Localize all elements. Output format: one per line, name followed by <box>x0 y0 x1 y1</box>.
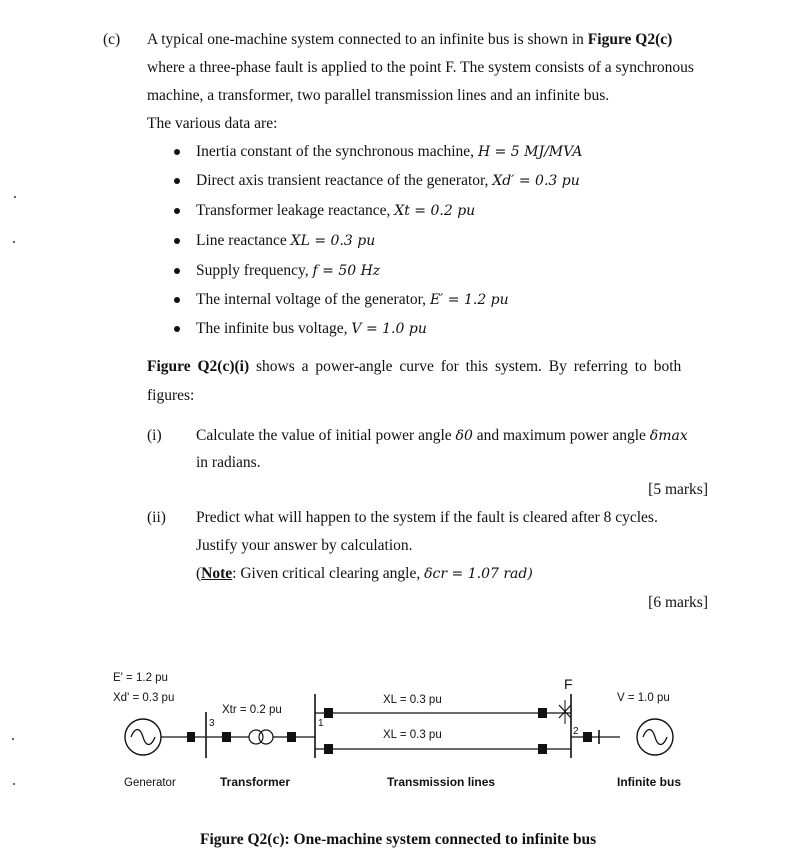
part-label: (c) <box>103 31 121 48</box>
transformer-symbol <box>249 730 273 744</box>
infinite-bus-symbol <box>637 719 673 755</box>
intro-line-1 <box>147 30 672 50</box>
marks-label: [6 marks] <box>648 594 708 611</box>
bullet-dot <box>174 208 180 214</box>
bus-1-label: 1 <box>318 718 324 729</box>
question-number: (ii) <box>147 509 166 526</box>
data-item-reactance-xd: Direct axis transient reactance of the generator, Xd′ = 0.3 pu <box>196 172 580 189</box>
bullet-dot <box>174 297 180 303</box>
question-ii-line-2: Justify your answer by calculation. <box>196 537 413 554</box>
bus-2-label: 2 <box>573 726 579 737</box>
data-item-frequency: Supply frequency, f = 50 Hz <box>196 262 381 279</box>
intro-line-1-text: A typical one-machine system connected to an infinite bus is shown in <box>147 31 584 48</box>
scan-speck <box>13 241 15 243</box>
scan-speck <box>14 196 16 198</box>
question-i-line-1: Calculate the value of initial power angle δ0 and maximum power angle δmax <box>196 427 688 444</box>
intro-line-4: The various data are: <box>147 115 278 132</box>
question-i-line-2: in radians. <box>196 454 261 471</box>
generator-symbol <box>125 719 161 755</box>
question-ii-note: (Note: Given critical clearing angle, δcr = 1.07 rad) <box>196 565 533 582</box>
marks-label: [5 marks] <box>648 481 708 498</box>
line-1-reactance-label: XL = 0.3 pu <box>383 694 442 706</box>
data-item-bus-voltage: The infinite bus voltage, V = 1.0 pu <box>196 320 427 337</box>
intro-line-2: where a three-phase fault is applied to the point F. The system consists of a synchronous <box>147 59 694 76</box>
infinite-bus-voltage-label: V = 1.0 pu <box>617 692 670 704</box>
bus-3-label: 3 <box>209 718 215 729</box>
single-line-diagram <box>0 640 792 800</box>
question-number: (i) <box>147 427 162 444</box>
data-item-reactance-xt: Transformer leakage reactance, Xt = 0.2 pu <box>196 202 476 219</box>
bullet-dot <box>174 268 180 274</box>
bullet-dot <box>174 178 180 184</box>
data-item-inertia: Inertia constant of the synchronous machine, H = 5 MJ/MVA <box>196 143 583 160</box>
figure-ref-bold: Figure Q2(c) <box>587 31 673 48</box>
intro-line-3: machine, a transformer, two parallel transmission lines and an infinite bus. <box>147 87 610 104</box>
transmission-lines-label: Transmission lines <box>387 775 496 789</box>
transmission-lines <box>315 708 571 754</box>
transformer-label: Transformer <box>220 775 291 789</box>
fault-point-label: F <box>564 676 573 692</box>
transformer-reactance-label: Xtr = 0.2 pu <box>222 704 282 716</box>
scan-speck <box>13 783 15 785</box>
bullet-dot <box>174 149 180 155</box>
scan-speck <box>12 738 14 740</box>
figref-line-1: Figure Q2(c)(i) shows a power-angle curve for this system. By referring to both <box>147 358 682 375</box>
fault-symbol <box>559 700 571 724</box>
infinite-bus-label: Infinite bus <box>617 775 681 789</box>
generator-reactance-label: Xd' = 0.3 pu <box>113 692 175 704</box>
question-ii-line-1: Predict what will happen to the system if the fault is cleared after 8 cycles. <box>196 509 658 526</box>
data-item-internal-voltage: The internal voltage of the generator, E′ = 1.2 pu <box>196 291 509 308</box>
data-item-line-reactance: Line reactance XL = 0.3 pu <box>196 232 376 249</box>
generator-label: Generator <box>124 777 176 789</box>
bullet-dot <box>174 326 180 332</box>
figure-caption: Figure Q2(c): One-machine system connected to infinite bus <box>200 831 597 848</box>
line-2-reactance-label: XL = 0.3 pu <box>383 729 442 741</box>
figref-line-2: figures: <box>147 387 195 404</box>
generator-emf-label: E' = 1.2 pu <box>113 672 168 684</box>
bullet-dot <box>174 238 180 244</box>
